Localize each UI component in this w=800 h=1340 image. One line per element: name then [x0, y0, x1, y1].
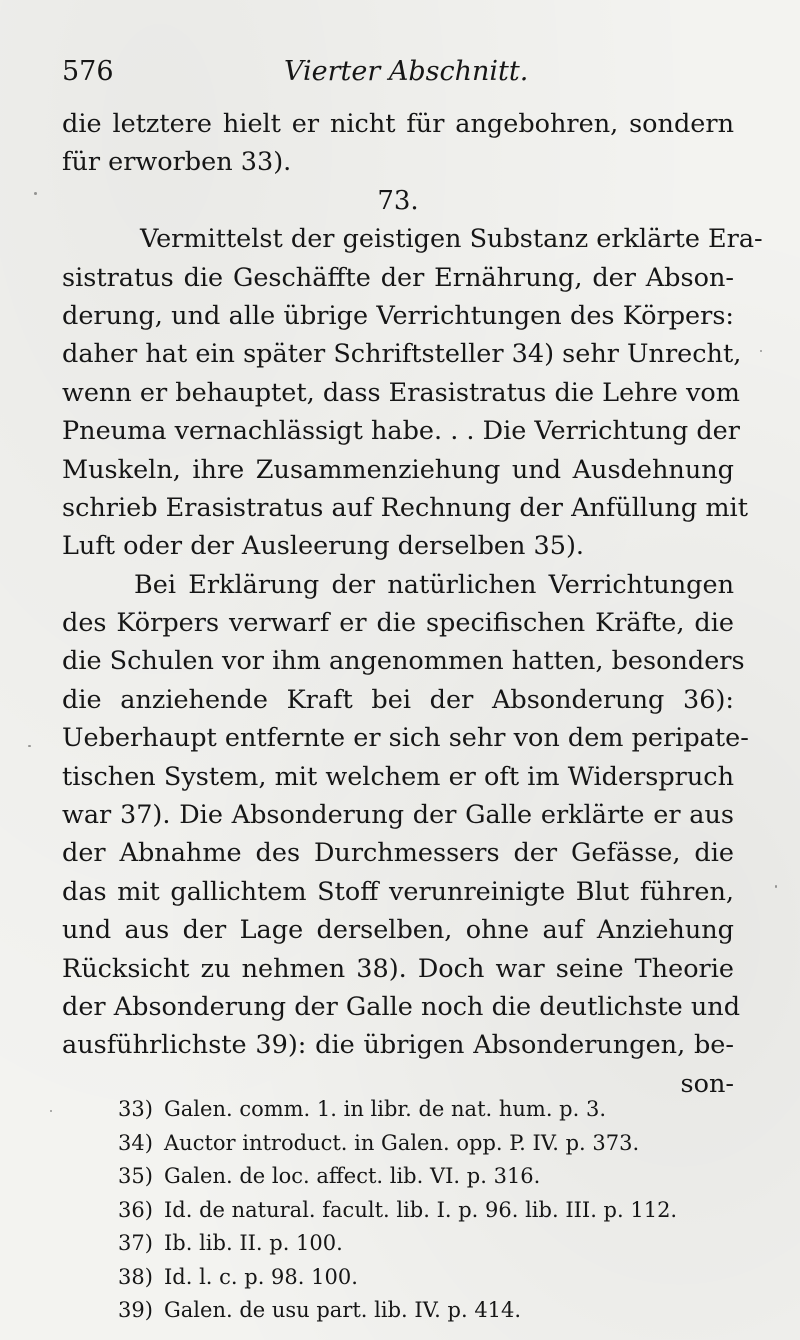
paper-speck — [760, 350, 762, 352]
footnote — [118, 1127, 677, 1161]
footnote — [118, 1261, 677, 1295]
section-number: 73. — [377, 185, 419, 216]
footnote-text: Id. l. c. p. 98. 100. — [164, 1264, 358, 1289]
text-line: daher hat ein später Schriftsteller 34) sehr Unrecht, — [62, 339, 742, 370]
text-line: und aus der Lage derselben, ohne auf Anziehung — [62, 915, 734, 946]
body-text — [62, 105, 763, 1103]
text-line: wenn er behauptet, dass Erasistratus die Lehre vom — [62, 377, 740, 408]
text-line: der Absonderung der Galle noch die deutlichste und — [62, 991, 741, 1022]
footnote — [118, 1093, 677, 1127]
text-line: derung, und alle übrige Verrichtungen des Körpers: — [62, 300, 734, 331]
paper-speck — [28, 745, 31, 747]
footnote-text: Galen. de usu part. lib. IV. p. 414. — [164, 1298, 522, 1322]
paper-speck — [34, 192, 37, 195]
footnote-text: Auctor introduct. in Galen. opp. P. IV. p. 373. — [164, 1130, 640, 1155]
footnote-number: 33) — [118, 1097, 153, 1121]
footnote — [118, 1194, 677, 1228]
text-line: Bei Erklärung der natürlichen Verrichtungen — [134, 569, 734, 600]
text-line: schrieb Erasistratus auf Rechnung der Anfüllung mit — [62, 492, 748, 523]
catchword: son- — [680, 1068, 734, 1099]
footnote-number: 38) — [118, 1264, 153, 1289]
page-header — [62, 56, 730, 96]
paper-speck — [50, 1110, 52, 1112]
text-line: Luft oder der Ausleerung derselben 35). — [62, 531, 585, 562]
footnote-number: 39) — [118, 1298, 153, 1322]
text-line: die anziehende Kraft bei der Absonderung 36): — [62, 684, 734, 715]
text-line: Vermittelst der geistigen Substanz erklärte Era- — [140, 224, 763, 255]
text-line: Pneuma vernachlässigt habe. . . Die Verrichtung der — [62, 416, 740, 447]
running-head: Vierter Abschnitt. — [284, 56, 529, 87]
text-line: tischen System, mit welchem er oft im Widerspruch — [62, 761, 734, 792]
text-line: sistratus die Geschäffte der Ernährung, der Abson- — [62, 262, 734, 293]
footnote-text: Galen. de loc. affect. lib. VI. p. 316. — [164, 1164, 541, 1188]
text-line: Rücksicht zu nehmen 38). Doch war seine Theorie — [62, 953, 734, 984]
footnote-number: 34) — [118, 1130, 153, 1155]
text-line: war 37). Die Absonderung der Galle erklärte er aus — [62, 800, 734, 831]
footnote-number: 36) — [118, 1197, 153, 1222]
footnote — [118, 1227, 677, 1261]
footnote — [118, 1294, 677, 1328]
text-line: der Abnahme des Durchmessers der Gefässe, die — [62, 838, 734, 869]
paper-speck — [775, 885, 777, 888]
footnotes — [118, 1093, 677, 1328]
text-line: Muskeln, ihre Zusammenziehung und Ausdehnung — [62, 454, 734, 485]
text-line: des Körpers verwarf er die specifischen Kräfte, die — [62, 608, 734, 639]
footnote — [118, 1160, 677, 1194]
footnote-text: Ib. lib. II. p. 100. — [164, 1231, 343, 1255]
page-number: 576 — [62, 56, 114, 87]
text-line: das mit gallichtem Stoff verunreinigte Blut führen, — [62, 876, 734, 907]
text-line: Ueberhaupt entfernte er sich sehr von dem peripate- — [62, 723, 749, 754]
text-line: ausführlichste 39): die übrigen Absonderungen, be- — [62, 1030, 734, 1061]
text-line: für erworben 33). — [62, 147, 292, 178]
footnote-number: 35) — [118, 1164, 153, 1188]
text-line: die Schulen vor ihm angenommen hatten, besonders — [62, 646, 745, 677]
footnote-text: Galen. comm. 1. in libr. de nat. hum. p. 3. — [164, 1097, 607, 1121]
footnote-number: 37) — [118, 1231, 153, 1255]
footnote-text: Id. de natural. facult. lib. I. p. 96. lib. III. p. 112. — [164, 1197, 678, 1222]
text-line: die letztere hielt er nicht für angebohren, sondern — [62, 109, 734, 139]
